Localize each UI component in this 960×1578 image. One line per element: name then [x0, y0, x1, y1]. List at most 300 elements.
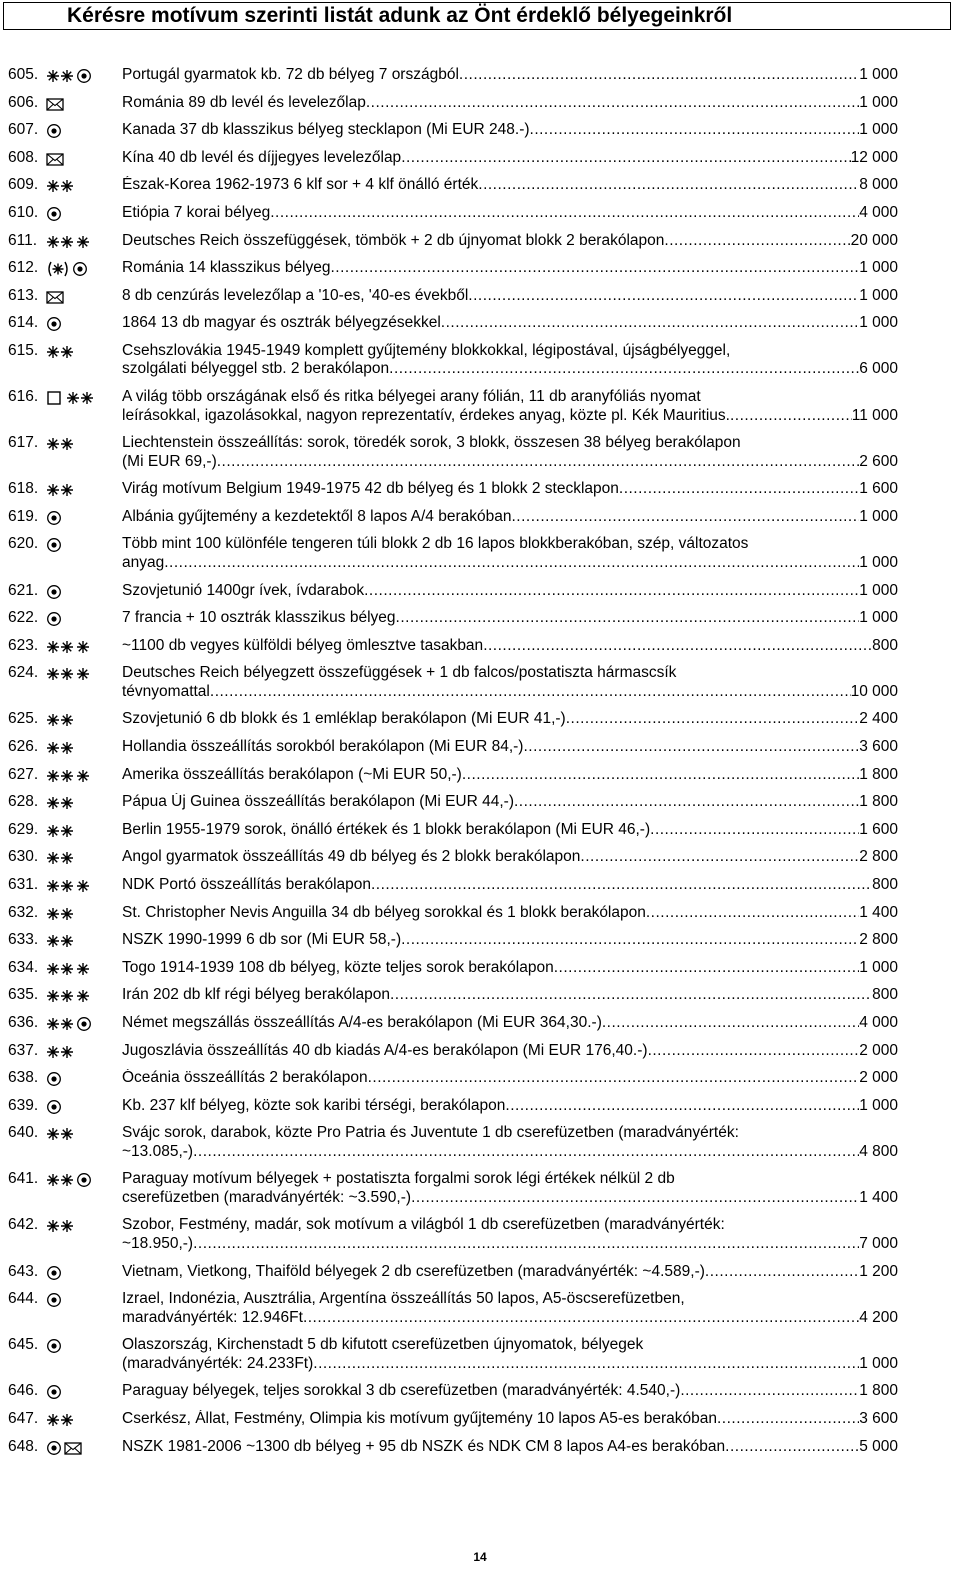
two-stars-icon [46, 906, 74, 922]
item-price: 2 000 [859, 1069, 898, 1087]
item-price: 1 000 [859, 259, 898, 277]
item-icons [46, 1218, 74, 1234]
list-item [0, 1216, 960, 1262]
list-item [0, 287, 960, 315]
list-item [0, 793, 960, 821]
item-price: 1 400 [859, 1188, 898, 1206]
description-last-line [122, 876, 898, 895]
dot-leader [505, 1097, 859, 1116]
item-description [122, 314, 898, 333]
list-item [0, 535, 960, 581]
item-description [122, 876, 898, 895]
list-item [0, 664, 960, 710]
description-text: Deutsches Reich összefüggések, tömbök + 2 db újnyomat blokk 2 berakólapon [122, 231, 665, 249]
description-last-line [122, 609, 898, 628]
description-last-line [122, 1097, 898, 1116]
item-price: 1 200 [859, 1262, 898, 1280]
description-text: szolgálati bélyeggel stb. 2 berakólapon [122, 360, 390, 378]
description-text: Óceánia összeállítás 2 berakólapon [122, 1069, 368, 1087]
item-icons [46, 123, 62, 139]
description-last-line [122, 204, 898, 223]
two-stars-icon [46, 1218, 74, 1234]
dot-leader [705, 1263, 859, 1282]
two-stars-icon [46, 344, 74, 360]
list-item [0, 1170, 960, 1216]
description-text: Német megszállás összeállítás A/4-es berakólapon (Mi EUR 364,30.-) [122, 1013, 602, 1031]
list-item [0, 1014, 960, 1042]
item-icons [46, 712, 74, 728]
circle-dot-icon [72, 261, 88, 277]
item-icons [46, 1440, 82, 1456]
item-price: 1 000 [859, 1354, 898, 1372]
description-line: Szobor, Festmény, madár, sok motívum a világból 1 db cserefüzetben (maradványérték: [122, 1216, 725, 1234]
item-number: 609. [8, 176, 39, 194]
two-stars-icon [46, 961, 74, 977]
item-price: 1 000 [859, 609, 898, 627]
two-stars-icon [46, 878, 74, 894]
description-last-line [122, 821, 898, 840]
circle-dot-icon [76, 68, 92, 84]
dot-leader [364, 582, 859, 601]
item-description [122, 1042, 898, 1061]
circle-dot-icon [46, 206, 62, 222]
description-text: Kína 40 db levél és díjjegyes levelezőlap [122, 148, 402, 166]
envelope-icon [46, 96, 64, 112]
item-description [122, 848, 898, 867]
item-price: 4 800 [859, 1142, 898, 1160]
item-price: 4 000 [859, 1013, 898, 1031]
description-text: ~18.950,-) [122, 1234, 194, 1252]
dot-leader [648, 1042, 860, 1061]
item-icons [46, 151, 64, 167]
dot-leader [664, 232, 850, 251]
item-description [122, 176, 898, 195]
item-icons [46, 68, 92, 84]
description-last-line [122, 1410, 898, 1429]
item-icons [46, 1071, 62, 1087]
item-description [122, 1438, 898, 1457]
list-item [0, 434, 960, 480]
envelope-icon [64, 1440, 82, 1456]
item-icons [46, 482, 74, 498]
item-number: 641. [8, 1170, 39, 1188]
dot-leader [478, 176, 859, 195]
item-icons [46, 639, 90, 655]
item-description [122, 931, 898, 950]
item-icons [46, 390, 94, 406]
description-text: Albánia gyűjtemény a kezdetektől 8 lapos A/4 berakóban [122, 507, 512, 525]
item-number: 620. [8, 535, 39, 553]
page-number: 14 [473, 1550, 487, 1564]
dot-leader [717, 1410, 859, 1429]
item-description [122, 480, 898, 499]
item-price: 7 000 [859, 1234, 898, 1252]
list-item [0, 149, 960, 177]
item-number: 644. [8, 1290, 39, 1308]
description-last-line [122, 1189, 898, 1208]
dot-leader [193, 1235, 859, 1254]
item-price: 1 000 [859, 93, 898, 111]
dot-leader [468, 287, 859, 306]
circle-dot-icon [46, 1440, 62, 1456]
item-number: 608. [8, 148, 39, 166]
list-item [0, 259, 960, 287]
item-description [122, 821, 898, 840]
description-last-line [122, 1263, 898, 1282]
item-icons [46, 1338, 62, 1354]
item-description [122, 1382, 898, 1401]
description-last-line [122, 904, 898, 923]
item-price: 1 000 [859, 286, 898, 304]
item-icons [46, 1126, 74, 1142]
list-item [0, 314, 960, 342]
description-line: Izrael, Indonézia, Ausztrália, Argentína összeállítás 50 lapos, A5-öscserefüzetben, [122, 1290, 685, 1308]
description-line: A világ több országának első és ritka bélyegei arany fólián, 11 db aranyfóliás nyomat [122, 388, 701, 406]
dot-leader [483, 637, 872, 656]
circle-dot-icon [46, 123, 62, 139]
description-text: Szovjetunió 1400gr ívek, ívdarabok [122, 581, 365, 599]
description-text: NDK Portó összeállítás berakólapon [122, 875, 371, 893]
list-item [0, 582, 960, 610]
two-stars-icon [46, 740, 74, 756]
item-number: 636. [8, 1013, 39, 1031]
description-last-line [122, 1355, 898, 1374]
item-number: 631. [8, 875, 39, 893]
item-description [122, 388, 898, 425]
description-last-line [122, 232, 898, 251]
item-number: 648. [8, 1437, 39, 1455]
circle-dot-icon [46, 1099, 62, 1115]
description-last-line [122, 1309, 898, 1328]
item-icons [46, 1044, 74, 1060]
item-icons [46, 1099, 62, 1115]
item-price: 3 600 [859, 737, 898, 755]
item-icons [46, 1412, 74, 1428]
dot-leader [401, 931, 859, 950]
dot-leader [303, 1309, 859, 1328]
dot-leader [164, 554, 859, 573]
item-number: 637. [8, 1041, 39, 1059]
description-line: Olaszország, Kirchenstadt 5 db kifutott cserefüzetben újnyomatok, bélyegek [122, 1336, 644, 1354]
item-description [122, 986, 898, 1005]
item-price: 1 600 [859, 820, 898, 838]
description-text: Etiópia 7 korai bélyeg [122, 203, 271, 221]
item-number: 607. [8, 121, 39, 139]
dot-leader [331, 259, 860, 278]
item-number: 614. [8, 314, 39, 332]
item-description [122, 793, 898, 812]
item-description [122, 1170, 898, 1207]
item-icons [46, 823, 74, 839]
description-text: ~1100 db vegyes külföldi bélyeg ömlesztve tasakban [122, 636, 484, 654]
star-icon [76, 234, 90, 250]
dot-leader [366, 94, 859, 113]
item-description [122, 710, 898, 729]
item-description [122, 535, 898, 572]
two-stars-icon [46, 436, 74, 452]
item-icons [46, 289, 64, 305]
item-price: 1 000 [859, 581, 898, 599]
item-icons [46, 1016, 92, 1032]
item-description [122, 66, 898, 85]
dot-leader [511, 508, 859, 527]
description-text: 1864 13 db magyar és osztrák bélyegzésekkel [122, 314, 441, 332]
list-item [0, 931, 960, 959]
list-item [0, 959, 960, 987]
item-price: 800 [872, 636, 898, 654]
item-description [122, 434, 898, 471]
item-price: 1 000 [859, 507, 898, 525]
item-number: 646. [8, 1382, 39, 1400]
description-text: anyag [122, 553, 165, 571]
list-item [0, 232, 960, 260]
item-number: 633. [8, 931, 39, 949]
item-icons [46, 850, 74, 866]
item-description [122, 582, 898, 601]
item-description [122, 1014, 898, 1033]
item-icons [46, 510, 62, 526]
description-text: Kanada 37 db klasszikus bélyeg stecklapon (Mi EUR 248.-) [122, 121, 530, 139]
description-text: cserefüzetben (maradványérték: ~3.590,-) [122, 1188, 412, 1206]
item-icons [46, 906, 74, 922]
item-number: 618. [8, 480, 39, 498]
item-number: 616. [8, 388, 39, 406]
two-stars-icon [46, 68, 74, 84]
description-last-line [122, 287, 898, 306]
description-last-line [122, 259, 898, 278]
item-number: 640. [8, 1124, 39, 1142]
description-text: Jugoszlávia összeállítás 40 db kiadás A/4-es berakólapon (Mi EUR 176,40.-) [122, 1041, 648, 1059]
dot-leader [566, 710, 860, 729]
item-icons [46, 666, 90, 682]
description-text: Amerika összeállítás berakólapon (~Mi EUR 50,-) [122, 765, 462, 783]
list-item [0, 342, 960, 388]
description-last-line [122, 66, 898, 85]
item-number: 645. [8, 1336, 39, 1354]
dot-leader [619, 480, 859, 499]
list-item [0, 480, 960, 508]
item-icons [46, 795, 74, 811]
dot-leader [530, 121, 860, 140]
item-icons [46, 436, 74, 452]
description-last-line [122, 121, 898, 140]
item-description [122, 609, 898, 628]
description-text: Angol gyarmatok összeállítás 49 db bélyeg és 2 blokk berakólapon [122, 848, 581, 866]
description-last-line [122, 149, 898, 168]
item-number: 647. [8, 1409, 39, 1427]
description-last-line [122, 1438, 898, 1457]
item-price: 1 800 [859, 765, 898, 783]
circle-dot-icon [46, 1265, 62, 1281]
item-price: 1 800 [859, 793, 898, 811]
list-item [0, 1382, 960, 1410]
dot-leader [401, 149, 850, 168]
description-last-line [122, 1382, 898, 1401]
description-text: Paraguay bélyegek, teljes sorokkal 3 db cserefüzetben (maradványérték: 4.540,-) [122, 1382, 681, 1400]
item-icons [46, 611, 62, 627]
description-text: 7 francia + 10 osztrák klasszikus bélyeg [122, 609, 396, 627]
description-last-line [122, 407, 898, 426]
two-stars-icon [46, 768, 74, 784]
description-text: Románia 89 db levél és levelezőlap [122, 93, 366, 111]
dot-leader [368, 1069, 860, 1088]
dot-leader [193, 1143, 859, 1162]
item-number: 638. [8, 1069, 39, 1087]
two-stars-icon [66, 390, 94, 406]
two-stars-icon [46, 795, 74, 811]
dot-leader [270, 204, 859, 223]
item-price: 4 200 [859, 1308, 898, 1326]
list-item [0, 121, 960, 149]
item-price: 6 000 [859, 360, 898, 378]
item-number: 639. [8, 1096, 39, 1114]
description-text: Szovjetunió 6 db blokk és 1 emléklap berakólapon (Mi EUR 41,-) [122, 710, 566, 728]
item-price: 3 600 [859, 1409, 898, 1427]
item-number: 642. [8, 1216, 39, 1234]
list-item [0, 738, 960, 766]
item-icons [46, 344, 74, 360]
list-item [0, 986, 960, 1014]
item-number: 627. [8, 765, 39, 783]
star-icon [76, 639, 90, 655]
list-item [0, 1438, 960, 1466]
description-text: Cserkész, Állat, Festmény, Olimpia kis motívum gyűjtemény 10 lapos A5-es berakóban [122, 1409, 717, 1427]
description-last-line [122, 508, 898, 527]
item-description [122, 287, 898, 306]
item-description [122, 121, 898, 140]
list-item [0, 1097, 960, 1125]
two-stars-icon [46, 1016, 74, 1032]
item-icons [46, 584, 62, 600]
two-stars-icon [46, 712, 74, 728]
description-text: Románia 14 klasszikus bélyeg [122, 259, 331, 277]
description-text: Berlin 1955-1979 sorok, önálló értékek és 1 blokk berakólapon (Mi EUR 46,-) [122, 820, 651, 838]
description-text: St. Christopher Nevis Anguilla 34 db bélyeg sorokkal és 1 blokk berakólapon [122, 903, 646, 921]
item-price: 12 000 [850, 148, 898, 166]
item-price: 2 600 [859, 452, 898, 470]
dot-leader [580, 848, 859, 867]
description-line: Deutsches Reich bélyegzett összefüggések + 1 db falcos/postatiszta hármascsík [122, 664, 677, 682]
dot-leader [396, 609, 860, 628]
item-price: 2 800 [859, 848, 898, 866]
item-price: 1 000 [859, 66, 898, 83]
description-last-line [122, 959, 898, 978]
item-description [122, 1069, 898, 1088]
item-number: 635. [8, 986, 39, 1004]
item-price: 1 000 [859, 121, 898, 139]
item-number: 630. [8, 848, 39, 866]
two-stars-icon [46, 639, 74, 655]
circle-dot-icon [46, 316, 62, 332]
item-description [122, 259, 898, 278]
list-item [0, 204, 960, 232]
two-stars-icon [46, 823, 74, 839]
item-number: 626. [8, 737, 39, 755]
description-line: Csehszlovákia 1945-1949 komplett gyűjtemény blokkokkal, légipostával, újságbélyeggel, [122, 341, 731, 359]
list-item [0, 904, 960, 932]
dot-leader [725, 1438, 859, 1457]
list-item [0, 710, 960, 738]
item-icons [46, 261, 88, 277]
list-item [0, 609, 960, 637]
item-icons [46, 1172, 92, 1188]
item-icons [46, 178, 74, 194]
two-stars-icon [46, 1412, 74, 1428]
description-text: Kb. 237 klf bélyeg, közte sok karibi térségi, berakólapon [122, 1096, 506, 1114]
two-stars-icon [46, 933, 74, 949]
description-line: Több mint 100 különféle tengeren túli blokk 2 db 16 lapos blokkberakóban, szép, változatos [122, 535, 749, 553]
list-item [0, 94, 960, 122]
circle-dot-icon [46, 510, 62, 526]
description-text: Irán 202 db klf régi bélyeg berakólapon [122, 986, 390, 1004]
item-price: 800 [872, 875, 898, 893]
item-number: 610. [8, 203, 39, 221]
item-description [122, 904, 898, 923]
description-text: NSZK 1981-2006 ~1300 db bélyeg + 95 db NSZK és NDK CM 8 lapos A4-es berakóban [122, 1437, 726, 1455]
item-description [122, 1124, 898, 1161]
item-description [122, 1097, 898, 1116]
list-item [0, 1290, 960, 1336]
description-text: Észak-Korea 1962-1973 6 klf sor + 4 klf önálló érték [122, 176, 479, 194]
dot-leader [389, 360, 859, 379]
description-line: Liechtenstein összeállítás: sorok, töredék sorok, 3 blokk, összesen 38 bélyeg berakólapon [122, 434, 741, 452]
description-text: (maradványérték: 24.233Ft) [122, 1354, 314, 1372]
description-last-line [122, 1143, 898, 1162]
description-last-line [122, 683, 898, 702]
star-icon [76, 666, 90, 682]
dot-leader [680, 1382, 859, 1401]
two-stars-icon [46, 1044, 74, 1060]
item-number: 606. [8, 93, 39, 111]
dot-leader [730, 407, 852, 426]
description-last-line [122, 1069, 898, 1088]
list-item [0, 876, 960, 904]
item-price: 1 800 [859, 1382, 898, 1400]
dot-leader [602, 1014, 859, 1033]
description-text: NSZK 1990-1999 6 db sor (Mi EUR 58,-) [122, 931, 402, 949]
list-item [0, 66, 960, 94]
item-number: 634. [8, 958, 39, 976]
item-icons [46, 740, 74, 756]
dot-leader [411, 1189, 859, 1208]
description-last-line [122, 582, 898, 601]
item-icons [46, 1384, 62, 1400]
description-text: ~13.085,-) [122, 1142, 194, 1160]
circle-dot-icon [46, 611, 62, 627]
item-description [122, 94, 898, 113]
dot-leader [646, 904, 859, 923]
item-price: 1 600 [859, 480, 898, 498]
description-last-line [122, 480, 898, 499]
item-description [122, 204, 898, 223]
item-number: 622. [8, 609, 39, 627]
item-icons [46, 1265, 62, 1281]
item-price: 1 000 [859, 314, 898, 332]
description-last-line [122, 1042, 898, 1061]
description-text: Togo 1914-1939 108 db bélyeg, közte teljes sorok berakólapon [122, 958, 554, 976]
item-number: 613. [8, 286, 39, 304]
item-price: 10 000 [850, 682, 898, 700]
description-last-line [122, 94, 898, 113]
item-icons [46, 537, 62, 553]
two-stars-icon [46, 482, 74, 498]
circle-dot-icon [76, 1172, 92, 1188]
item-icons [46, 234, 90, 250]
item-description [122, 149, 898, 168]
description-last-line [122, 931, 898, 950]
dot-leader [210, 683, 851, 702]
item-icons [46, 206, 62, 222]
